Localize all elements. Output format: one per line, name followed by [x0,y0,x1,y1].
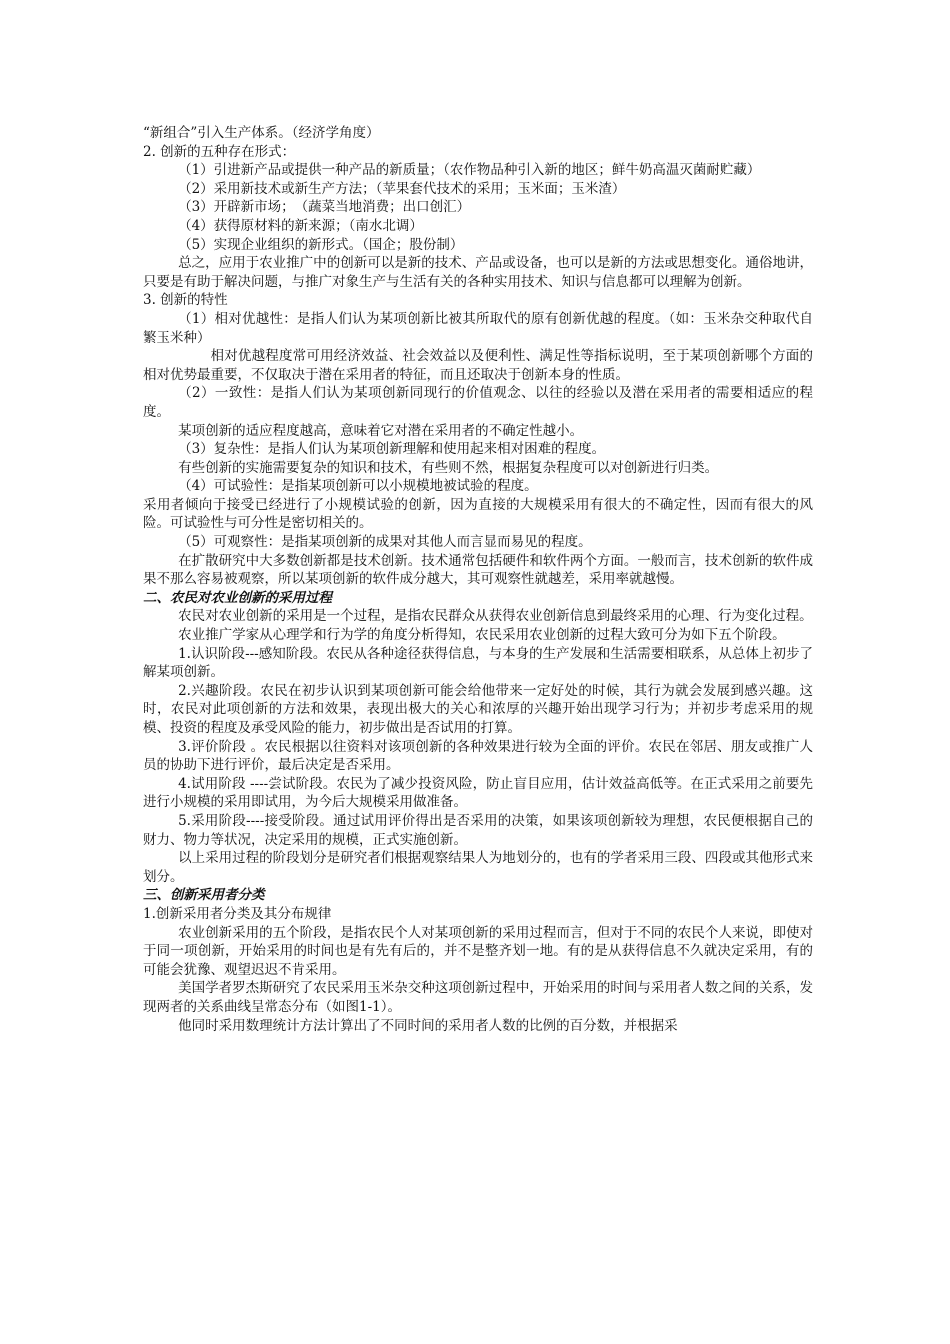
paragraph: 农民对农业创新的采用是一个过程，是指农民群众从获得农业创新信息到最终采用的心理、行为变化过程。 [178,608,813,625]
paragraph: 1.创新采用者分类及其分布规律 [143,905,332,922]
paragraph: 农业推广学家从心理学和行为学的角度分析得知，农民采用农业创新的过程大致可分为如下五个阶段。 [178,627,786,644]
paragraph: （5）实现企业组织的新形式。（国企；股份制） [178,236,464,253]
paragraph: 1.认识阶段---感知阶段。农民从各种途径获得信息，与本身的生产发展和生活需要相联系，从总体上初步了解某项创新。 [143,645,813,681]
paragraph: 某项创新的适应程度越高，意味着它对潜在采用者的不确定性越小。 [178,422,584,439]
paragraph: 农业创新采用的五个阶段，是指农民个人对某项创新的采用过程而言，但对于不同的农民个人来说，即使对于同一项创新，开始采用的时间也是有先有后的，并不是整齐划一地。有的是从获得信息不久就决定采用，有的可能会犹豫、观望迟迟不肯采用。 [143,924,813,978]
paragraph: （2）采用新技术或新生产方法；（苹果套代技术的采用；玉米面；玉米渣） [178,180,626,197]
paragraph: 2.兴趣阶段。农民在初步认识到某项创新可能会给他带来一定好处的时候，其行为就会发展到感兴趣。这时，农民对此项创新的方法和效果，表现出极大的关心和浓厚的兴趣开始出现学习行为；并初步考虑采用的规模、投资的程度及承受风险的能力，初步做出是否试用的打算。 [143,682,813,736]
paragraph: 2. 创新的五种存在形式： [143,143,296,160]
paragraph: （3）复杂性：是指人们认为某项创新理解和使用起来相对困难的程度。 [178,441,606,458]
paragraph: 总之，应用于农业推广中的创新可以是新的技术、产品或设备，也可以是新的方法或思想变化。通俗地讲，只要是有助于解决问题，与推广对象生产与生活有关的各种实用技术、知识与信息都可以理解为创新。 [143,255,813,290]
section-heading: 三、创新采用者分类 [143,887,265,904]
paragraph: （1）引进新产品或提供一种产品的新质量；（农作物品种引入新的地区；鲜牛奶高温灭菌耐贮藏） [178,162,761,179]
paragraph: 美国学者罗杰斯研究了农民采用玉米杂交种这项创新过程中，开始采用的时间与采用者人数之间的关系，发现两者的关系曲线呈常态分布（如图1-1）。 [143,980,813,1015]
paragraph: （5）可观察性：是指某项创新的成果对其他人而言显而易见的程度。 [178,534,592,551]
paragraph: 采用者倾向于接受已经进行了小规模试验的创新，因为直接的大规模采用有很大的不确定性，因而有很大的风险。可试验性与可分性是密切相关的。 [143,496,813,532]
paragraph: （4）获得原材料的新来源；（南水北调） [178,217,423,234]
paragraph: “新组合”引入生产体系。（经济学角度） [143,125,380,141]
paragraph: 以上采用过程的阶段划分是研究者们根据观察结果人为地划分的，也有的学者采用三段、四段或其他形式来划分。 [143,850,813,885]
document-body [143,124,813,1035]
paragraph: 3.评价阶段 。农民根据以往资料对该项创新的各种效果进行较为全面的评价。农民在邻居、朋友或推广人员的协助下进行评价，最后决定是否采用。 [143,738,813,774]
paragraph: （2）一致性：是指人们认为某项创新同现行的价值观念、以往的经验以及潜在采用者的需要相适应的程度。 [143,385,813,420]
paragraph: 4.试用阶段 ----尝试阶段。农民为了减少投资风险，防止盲目应用，估计效益高低等。在正式采用之前要先进行小规模的采用即试用，为今后大规模采用做准备。 [143,775,813,811]
paragraph: 在扩散研究中大多数创新都是技术创新。技术通常包括硬件和软件两个方面。一般而言，技术创新的软件成果不那么容易被观察，所以某项创新的软件成分越大，其可观察性就越差，采用率就越慢。 [143,552,813,588]
paragraph: 3. 创新的特性 [143,292,228,309]
paragraph: （3）开辟新市场； （蔬菜当地消费；出口创汇） [178,199,471,216]
paragraph: 他同时采用数理统计方法计算出了不同时间的采用者人数的比例的百分数，并根据采 [178,1017,678,1034]
paragraph: 有些创新的实施需要复杂的知识和技术，有些则不然，根据复杂程度可以对创新进行归类。 [178,459,719,476]
paragraph: （1）相对优越性：是指人们认为某项创新比被其所取代的原有创新优越的程度。（如：玉米杂交种取代自繁玉米种） [143,310,813,346]
section-heading: 二、农民对农业创新的采用过程 [143,589,332,606]
paragraph: （4）可试验性：是指某项创新可以小规模地被试验的程度。 [178,478,538,495]
paragraph: 相对优越程度常可用经济效益、社会效益以及便利性、满足性等指标说明，至于某项创新哪个方面的相对优势最重要，不仅取决于潜在采用者的特征，而且还取决于创新本身的性质。 [143,348,813,383]
paragraph: 5.采用阶段----接受阶段。通过试用评价得出是否采用的决策，如果该项创新较为理想，农民便根据自己的财力、物力等状况，决定采用的规模，正式实施创新。 [143,812,813,848]
